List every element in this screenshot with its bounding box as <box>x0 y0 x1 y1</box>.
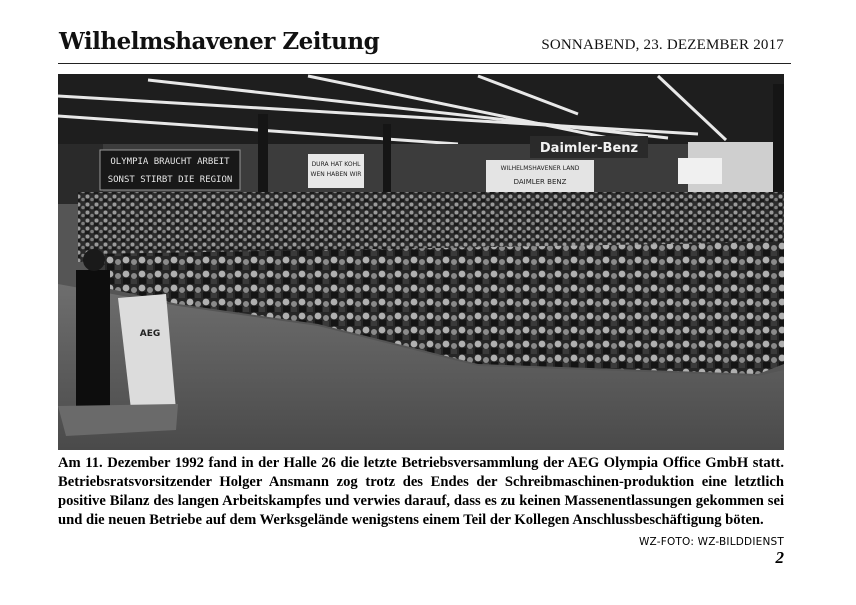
brand-sign: Daimler-Benz <box>539 141 639 156</box>
banner-center-line2: WEN HABEN WIR <box>310 171 362 178</box>
caption-text: Am 11. Dezember 1992 fand in der Halle 26 die letzte Betriebsversammlung der AEG Olympia Office GmbH statt. Betriebsratsvorsitzender Holger Ansmann zog trotz des Endes der Schreibmaschinen-produktion eine letztlich positive Bilanz des langen Arbeitskampfes und verwies darauf, dass es zu keinen Massenentlassungen gekommen sei und die neuen Betriebe auf dem Werksgelände wenigstens einem Teil der Kollegen Anschlussbeschäftigung böten. <box>58 455 784 528</box>
banner-right-line2: DAIMLER BENZ <box>513 178 567 186</box>
lectern-logo: AEG <box>139 329 161 339</box>
banner-left-line1: OLYMPIA BRAUCHT ARBEIT <box>110 157 230 167</box>
banner-left-line2: SONST STIRBT DIE REGION <box>107 175 233 185</box>
page-number: 2 <box>775 548 784 567</box>
issue-date: SONNABEND, 23. DEZEMBER 2017 <box>541 37 784 53</box>
assembly-photo <box>58 74 784 450</box>
speaker <box>76 270 110 410</box>
banner-center-line1: DURA HAT KOHL <box>311 161 361 168</box>
banner-right-line1: WILHELMSHAVENER LAND <box>500 165 580 172</box>
header-rule <box>58 63 791 64</box>
photo-caption <box>58 454 784 552</box>
photo-credit: WZ-FOTO: WZ-BILDDIENST <box>638 536 784 548</box>
newspaper-masthead: Wilhelmshavener Zeitung <box>59 28 380 55</box>
